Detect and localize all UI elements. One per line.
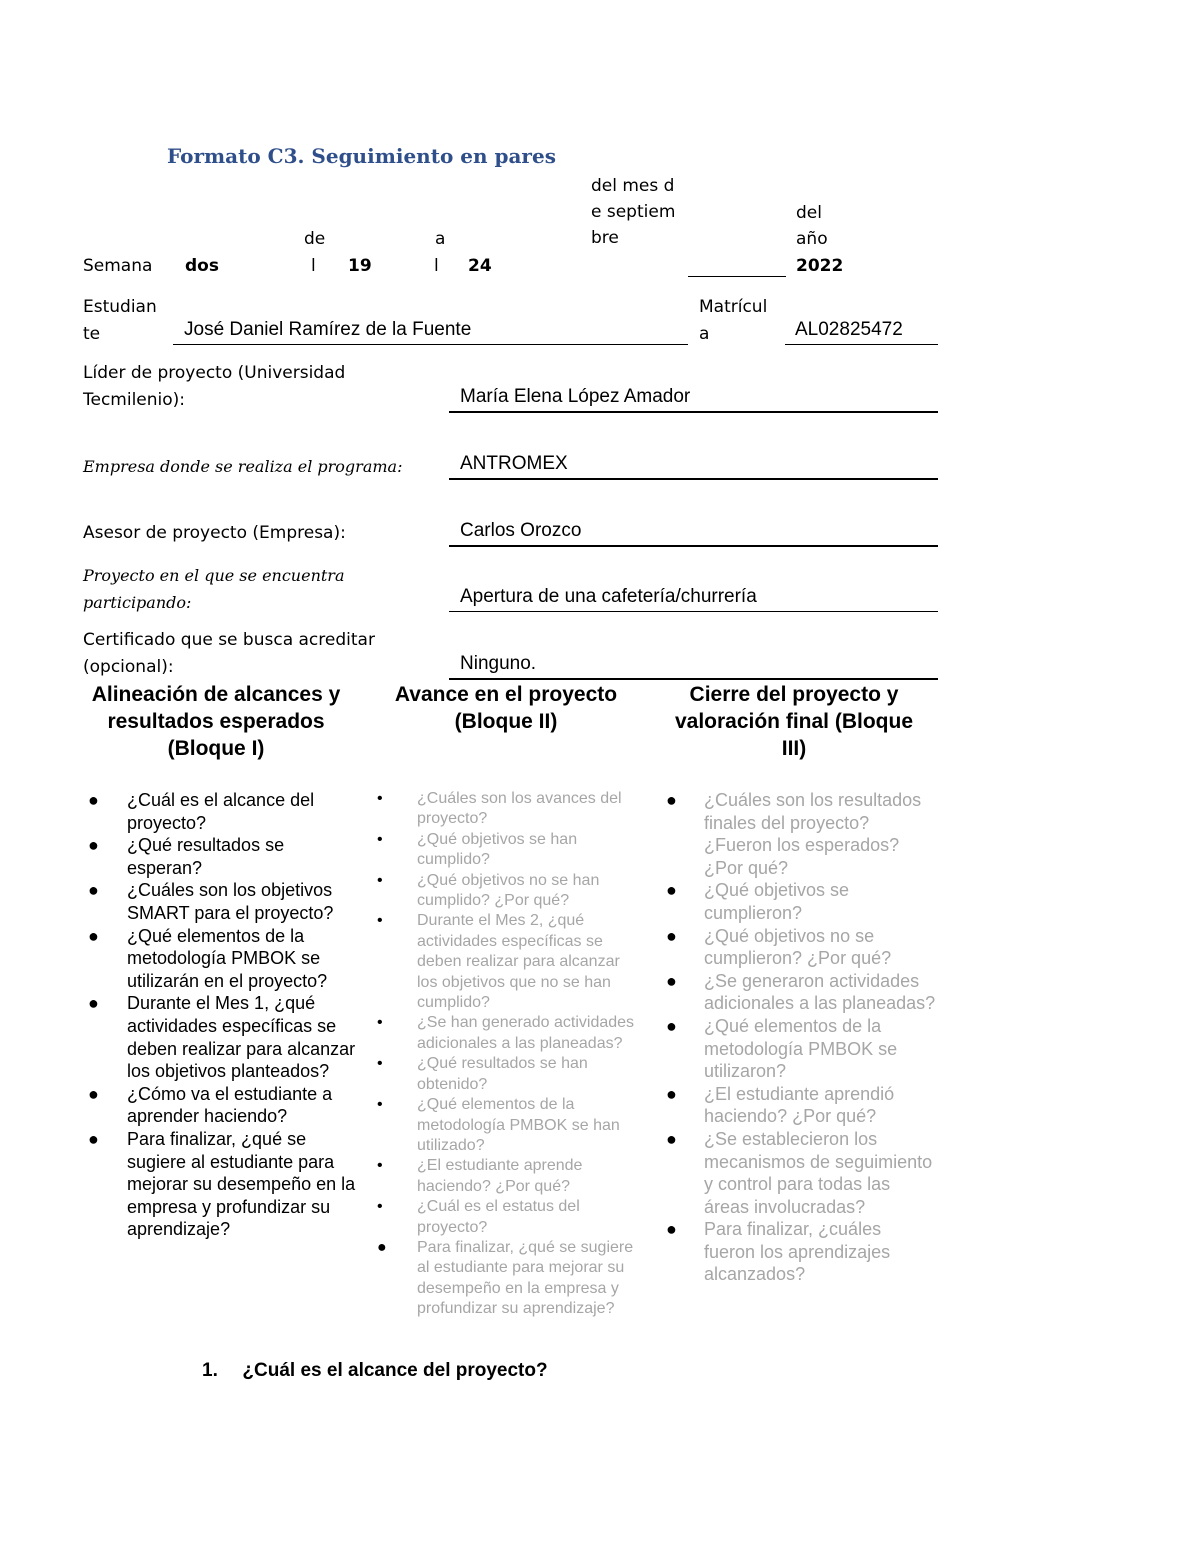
list-item: ● Para finalizar, ¿qué se sugiere al estudiante para mejorar su desempeño en la empresa y profundizar su aprendizaje? [377,1238,634,1318]
student-label: Estudiante [83,297,157,344]
question-text: Durante el Mes 1, ¿qué actividades específicas se deben realizar para alcanzar los objetivos planteados? [127,993,356,1082]
question-number: 1. [202,1360,218,1381]
year-label: del año [796,203,828,249]
list-item: • ¿Qué elementos de la metodología PMBOK se han utilizado? [377,1096,620,1154]
project-value: Apertura de una cafetería/churrería [460,586,757,607]
question-text: Para finalizar, ¿cuáles fueron los aprendizajes alcanzados? [704,1219,891,1285]
month-label [591,173,681,251]
week-label: Semana [83,256,153,276]
list-item: ● ¿Cuáles son los resultados finales del proyecto? ¿Fueron los esperados? ¿Por qué? [666,790,922,878]
list-item: ● ¿Qué resultados se esperan? [88,835,285,878]
student-name-field[interactable] [173,318,688,345]
list-item: ● Para finalizar, ¿qué se sugiere al estudiante para mejorar su desempeño en la empresa y profundizar su aprendizaje? [88,1128,356,1240]
list-item: ● Durante el Mes 1, ¿qué actividades específicas se deben realizar para alcanzar los objetivos planteados? [88,993,356,1082]
list-item: ● ¿Cuál es el alcance del proyecto? [88,790,315,833]
company-field[interactable] [449,452,938,480]
question-text: ¿Qué elementos de la metodología PMBOK se utilizarán en el proyecto? [127,925,328,991]
question-text: ¿El estudiante aprende haciendo? ¿Por qué? [417,1157,583,1195]
project-field[interactable] [449,585,938,612]
question-text: Para finalizar, ¿qué se sugiere al estudiante para mejorar su desempeño en la empresa y profundizar su aprendizaje? [417,1238,634,1318]
question-text: ¿Cuál es el alcance del proyecto? [127,790,315,833]
question-text: ¿Cómo va el estudiante a aprender haciendo? [127,1083,333,1127]
list-item: • Durante el Mes 2, ¿qué actividades específicas se deben realizar para alcanzar los objetivos que no se han cumplido? [377,912,620,1012]
question-text: Para finalizar, ¿qué se sugiere al estudiante para mejorar su desempeño en la empresa y profundizar su aprendizaje? [127,1128,356,1240]
list-item: ● ¿Qué elementos de la metodología PMBOK se utilizaron? [666,1015,898,1082]
advisor-field[interactable] [449,519,938,547]
question-text: ¿Cuáles son los avances del proyecto? [417,790,622,828]
matricula-field[interactable] [785,318,938,345]
advisor-label: Asesor de proyecto (Empresa): [83,523,346,543]
question-text: ¿Se establecieron los mecanismos de seguimiento y control para todas las áreas involucradas? [704,1128,933,1217]
student-name: José Daniel Ramírez de la Fuente [184,319,472,340]
project-leader-field[interactable] [449,385,938,413]
separator-2: l [434,256,439,276]
list-item: ● ¿Qué objetivos se cumplieron? [666,880,850,923]
list-item: • ¿El estudiante aprende haciendo? ¿Por qué? [377,1157,583,1195]
company-value: ANTROMEX [460,453,568,474]
list-item: ● ¿Qué elementos de la metodología PMBOK se utilizarán en el proyecto? [88,925,328,991]
block-2-questions [377,789,637,1320]
list-item: ● ¿El estudiante aprendió haciendo? ¿Por qué? [666,1083,895,1127]
list-item: • ¿Qué objetivos no se han cumplido? ¿Por qué? [377,871,600,910]
project-label: Proyecto en el que se encuentra participando: [83,566,345,612]
matricula-value: AL02825472 [795,319,903,340]
question-text: Durante el Mes 2, ¿qué actividades específicas se deben realizar para alcanzar los objetivos que no se han cumplido? [417,912,620,1012]
end-day: 24 [468,256,492,276]
certificate-value: Ninguno. [460,653,537,674]
question-heading-text: ¿Cuál es el alcance del proyecto? [242,1360,548,1381]
question-text: ¿Qué resultados se han obtenido? [417,1055,588,1093]
question-text: ¿Qué elementos de la metodología PMBOK se utilizaron? [704,1015,898,1082]
month-blank-line[interactable] [688,276,786,277]
list-item: ● ¿Qué objetivos no se cumplieron? ¿Por qué? [666,925,892,969]
certificate-label: Certificado que se busca acreditar (opcional): [83,630,375,677]
start-day: 19 [348,256,372,276]
question-text: ¿El estudiante aprendió haciendo? ¿Por qué? [704,1083,895,1127]
month-label-text: del mes de septiembre [591,176,676,248]
block-3-questions [666,789,936,1286]
list-item: ● Para finalizar, ¿cuáles fueron los aprendizajes alcanzados? [666,1219,891,1285]
question-text: ¿Cuál es el estatus del proyecto? [417,1198,580,1236]
certificate-field[interactable] [449,652,938,680]
question-text: ¿Qué objetivos no se cumplieron? ¿Por qué? [704,925,892,969]
matricula-label: Matrícula [699,297,768,344]
list-item: • ¿Cuáles son los avances del proyecto? [377,790,622,828]
block-1-heading: Alineación de alcances y resultados esperados (Bloque I) [91,683,341,760]
a-label: a [435,229,446,249]
block-3-heading: Cierre del proyecto y valoración final (Bloque III) [674,683,914,760]
company-label: Empresa donde se realiza el programa: [83,457,403,476]
project-leader-value: María Elena López Amador [460,386,691,407]
question-text: ¿Qué elementos de la metodología PMBOK se han utilizado? [417,1096,620,1154]
list-item: • ¿Se han generado actividades adicionales a las planeadas? [377,1014,635,1052]
question-text: ¿Se generaron actividades adicionales a las planeadas? [704,970,936,1014]
week-number: dos [185,256,219,276]
list-item: ● ¿Cómo va el estudiante a aprender haciendo? [88,1083,333,1127]
list-item: • ¿Qué objetivos se han cumplido? [377,830,578,869]
list-item: ● ¿Se generaron actividades adicionales a las planeadas? [666,970,936,1014]
question-text: ¿Qué resultados se esperan? [127,835,285,878]
separator-1: l [311,256,316,276]
list-item: ● ¿Cuáles son los objetivos SMART para el proyecto? [88,880,334,923]
list-item: • ¿Cuál es el estatus del proyecto? [377,1198,580,1236]
advisor-value: Carlos Orozco [460,520,582,541]
question-text: ¿Cuáles son los objetivos SMART para el proyecto? [127,880,334,923]
question-text: ¿Se han generado actividades adicionales a las planeadas? [417,1014,635,1052]
year-value: 2022 [796,256,844,276]
document-title: Formato C3. Seguimiento en pares [167,144,556,168]
list-item: • ¿Qué resultados se han obtenido? [377,1055,588,1093]
de-label: de [304,229,326,249]
question-text: ¿Cuáles son los resultados finales del proyecto? ¿Fueron los esperados? ¿Por qué? [704,790,922,878]
first-answer-heading [202,1360,548,1382]
question-text: ¿Qué objetivos se han cumplido? [417,830,578,869]
block-1-questions [88,789,363,1241]
question-text: ¿Qué objetivos se cumplieron? [704,880,850,923]
project-leader-label: Líder de proyecto (Universidad Tecmilenio): [83,363,346,410]
list-item: ● ¿Se establecieron los mecanismos de seguimiento y control para todas las áreas involucradas? [666,1128,933,1217]
block-2-heading: Avance en el proyecto (Bloque II) [394,683,618,733]
question-text: ¿Qué objetivos no se han cumplido? ¿Por qué? [417,871,600,910]
